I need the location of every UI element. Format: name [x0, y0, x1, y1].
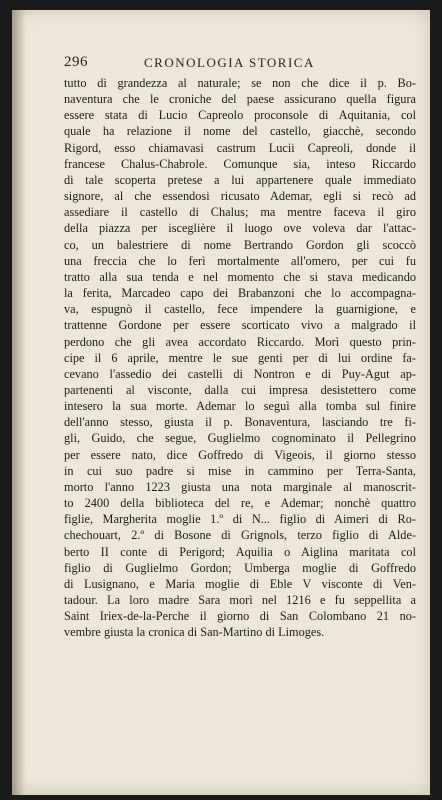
- text-line: la ferita, Marcadeo capo dei Brabanzoni che lo accompagna-: [64, 286, 416, 301]
- text-line: perdono che gli avea accordato Riccardo. Morì questo prin-: [64, 334, 416, 349]
- text-line: intesero la sua morte. Ademar lo seguì alla tomba sul finire: [64, 399, 416, 414]
- text-line: figlio di Guglielmo Gordon; Umberga moglie di Goffredo: [64, 560, 416, 575]
- text-line: Rigord, esso chiamavasi castrum Lucii Capreoli, donde il: [64, 140, 416, 155]
- text-line: cipe il 6 aprile, mentre le sue genti per di lui ordine fa-: [64, 350, 416, 365]
- text-line: vembre giusta la cronica di San-Martino di Limoges.: [64, 625, 325, 640]
- text-line: per essere nato, dice Goffredo di Vigeois, il giorno stesso: [64, 447, 416, 462]
- text-line: tratto alla sua tenda e nel momento che si stava medicando: [64, 269, 416, 284]
- text-line: naventura che le croniche del paese assicurano quella figura: [64, 92, 416, 107]
- text-line: morto l'anno 1223 giusta una nota marginale al manoscrit-: [64, 479, 416, 494]
- text-line: tutto di grandezza al naturale; se non che dice il p. Bo-: [64, 76, 416, 90]
- text-line: partenenti al visconte, dalla cui impresa desistettero come: [64, 382, 416, 397]
- text-line: francese Chalus-Chabrole. Comunque sia, inteso Riccardo: [64, 156, 416, 171]
- text-line: tadour. La loro madre Sara morì nel 1216 e fu seppellita a: [64, 593, 416, 607]
- text-line: quale ha relazione il nome del castello, giacchè, secondo: [64, 124, 416, 139]
- text-line: Saint Iriex-de-la-Perche il giorno di San Colombano 21 no-: [64, 609, 416, 624]
- text-line: dell'anno stesso, giusta il p. Bonaventura, lasciando tre fi-: [64, 415, 416, 430]
- text-line: chechouart, 2.º di Bosone di Grignols, terzo figlio di Alde-: [64, 528, 416, 543]
- page-number: 296: [64, 54, 88, 70]
- text-line: trattenne Gordone per essere scorticato vivo a malgrado il: [64, 318, 416, 333]
- text-line: to 2400 della biblioteca del re, e Ademar; nonchè quattro: [64, 496, 416, 511]
- body-text: [64, 75, 416, 640]
- text-line: una freccia che lo ferì mortalmente all'omero, per cui fu: [64, 253, 416, 268]
- text-line: di Lusignano, e Maria moglie di Eble V visconte di Ven-: [64, 576, 416, 591]
- text-line: signore, al che essendosi ricusato Ademar, egli si recò ad: [64, 189, 416, 204]
- page-header: [64, 54, 400, 72]
- text-line: essere stata di Lucio Capreolo proconsole di Aquitania, col: [64, 108, 416, 123]
- book-page: [12, 10, 430, 795]
- running-title: CRONOLOGIA STORICA: [144, 55, 315, 70]
- text-line: di tale scoperta pretese a lui appartenere quale immediato: [64, 172, 416, 187]
- text-line: in cui suo padre si mise in cammino per Terra-Santa,: [64, 463, 416, 478]
- text-line: co, un balestriere di nome Bertrando Gordon gli scoccò: [64, 237, 416, 252]
- text-line: cevano l'assedio dei castelli di Nontron e di Puy-Agut ap-: [64, 366, 416, 381]
- text-line: berto II conte di Perigord; Aquilia o Aiglina maritata col: [64, 544, 416, 559]
- page-gutter-shadow: [12, 10, 26, 795]
- text-line: figlie, Margherita moglie 1.º di N... figlio di Aimeri di Ro-: [64, 512, 416, 527]
- text-line: assediare il castello di Chalus; ma mentre faceva il giro: [64, 205, 416, 220]
- text-line: gli, Guido, che segue, Guglielmo cognominato il Pellegrino: [64, 431, 416, 446]
- text-line: va, espugnò il castello, fece impendere la guarnigione, e: [64, 302, 416, 317]
- text-line: della piazza per isceglière il luogo ove voleva dar l'attac-: [64, 221, 416, 236]
